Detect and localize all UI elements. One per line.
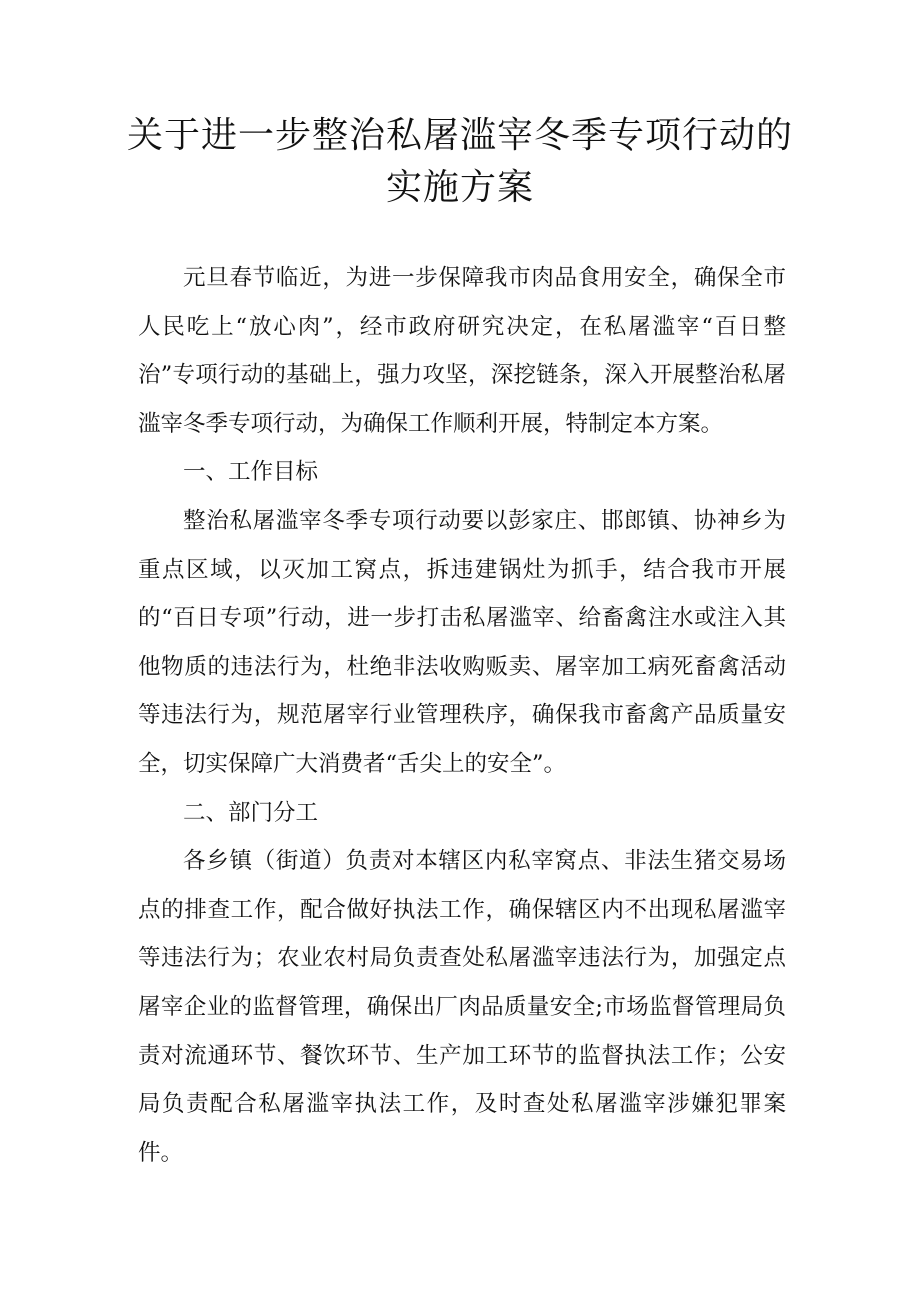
document-title-line-1: 关于进一步整治私屠滥宰冬季专项行动的 <box>126 115 793 156</box>
document-title-line-2: 实施方案 <box>385 167 534 208</box>
section-heading-division-of-labor: 二、部门分工 <box>183 799 319 826</box>
division-of-labor-paragraph: 各乡镇（街道）负责对本辖区内私宰窝点、非法生猪交易场点的排查工作，配合做好执法工作，确保辖区内不出现私屠滥宰等违法行为；农业农村局负责查处私屠滥宰违法行为，加强定点屠宰企业的监督管理，确保出厂肉品质量安全;市场监督管理局负责对流通环节、餐饮环节、生产加工环节的监督执法工作；公安局负责配合私屠滥宰执法工作，及时查处私屠滥宰涉嫌犯罪案件。 <box>138 848 786 1166</box>
intro-paragraph: 元旦春节临近，为进一步保障我市肉品食用安全，确保全市人民吃上“放心肉”，经市政府研究决定，在私屠滥宰“百日整治”专项行动的基础上，强力攻坚，深挖链条，深入开展整治私屠滥宰冬季专项行动，为确保工作顺利开展，特制定本方案。 <box>138 265 786 437</box>
section-heading-work-goals: 一、工作目标 <box>183 459 319 486</box>
work-goals-paragraph: 整治私屠滥宰冬季专项行动要以彭家庄、邯郎镇、协神乡为重点区域，以灭加工窝点，拆违建锅灶为抓手，结合我市开展的“百日专项”行动，进一步打击私屠滥宰、给畜禽注水或注入其他物质的违法行为，杜绝非法收购贩卖、屠宰加工病死畜禽活动等违法行为，规范屠宰行业管理秩序，确保我市畜禽产品质量安全，切实保障广大消费者“舌尖上的安全”。 <box>138 507 786 777</box>
document-body <box>138 254 786 1177</box>
